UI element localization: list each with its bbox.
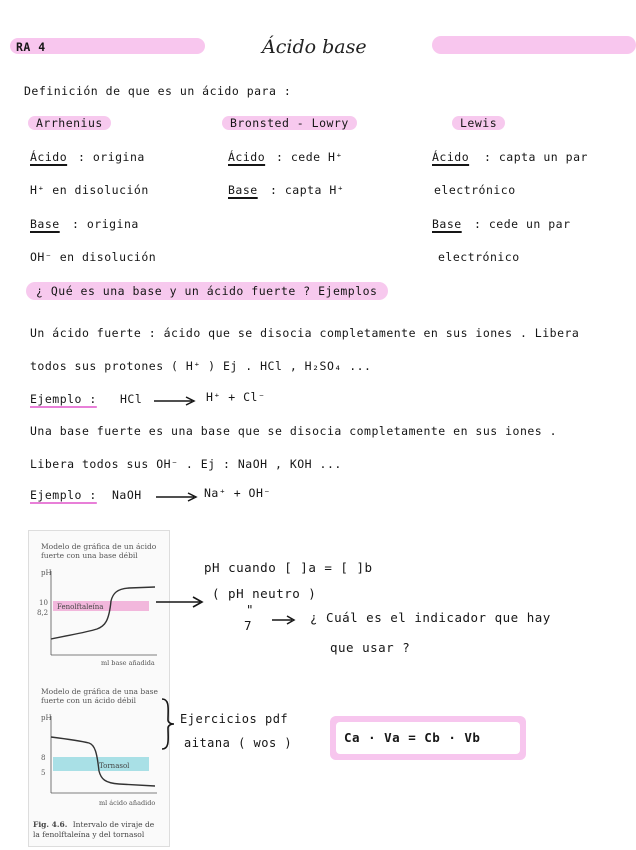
example-label-1: Ejemplo :	[30, 392, 97, 406]
figure-caption-1: Intervalo de viraje de	[72, 820, 155, 829]
ph-quote-mark: "	[246, 602, 255, 617]
example-label-2: Ejemplo :	[30, 488, 97, 502]
arrow-icon	[152, 394, 198, 408]
strong-base-line-2: Libera todos sus OH⁻ . Ej : NaOH , KOH ...	[30, 457, 342, 471]
figure-caption-2: la fenolftaleína y del tornasol	[33, 830, 145, 839]
bronsted-acid-label: Ácido	[228, 150, 266, 164]
figure-arrow-icon	[154, 594, 206, 610]
arrow-icon	[270, 614, 298, 626]
chart1-curve	[51, 587, 155, 639]
chart2-title-2: fuerte con un ácido débil	[41, 696, 137, 705]
svg-text:Fig. 4.6. Intervalo de v	[33, 820, 155, 829]
chart1-xlabel: ml base añadida	[101, 659, 155, 667]
definition-heading: Definición de que es un ácido para :	[24, 84, 292, 98]
lewis-acid-text: : capta un par	[484, 150, 588, 164]
exercises-note-2: aitana ( wos )	[184, 736, 293, 750]
chart2-band-label: Tornasol	[99, 762, 130, 770]
chart1-title-1: Modelo de gráfica de un ácido	[41, 542, 157, 551]
ph-seven: 7	[244, 618, 253, 633]
textbook-figure	[28, 530, 170, 847]
chart2-tick-5: 5	[41, 769, 46, 777]
chart2-xlabel: ml ácido añadido	[99, 799, 156, 807]
chart2-title-1: Modelo de gráfica de una base	[41, 687, 158, 696]
arrhenius-base-text: : origina	[72, 217, 139, 231]
ph-note-line-2: ( pH neutro )	[212, 586, 317, 601]
titration-charts	[29, 531, 169, 846]
chart2-tick-8: 8	[41, 754, 46, 762]
arrhenius-acid-label: Ácido	[30, 150, 68, 164]
example-2-products: Na⁺ + OH⁻	[204, 486, 271, 500]
bronsted-base-text: : capta H⁺	[270, 183, 345, 197]
arrhenius-acid-text-2: H⁺ en disolución	[30, 183, 149, 197]
chart2-ylabel: pH	[41, 714, 52, 722]
exercises-note-1: Ejercicios pdf	[180, 712, 289, 726]
chart1-tick-82: 8,2	[37, 609, 49, 617]
lewis-acid-label: Ácido	[432, 150, 470, 164]
lewis-base-label: Base	[432, 217, 462, 231]
curly-brace-icon	[156, 696, 178, 752]
arrhenius-base-text-2: OH⁻ en disolución	[30, 250, 157, 264]
example-1-products: H⁺ + Cl⁻	[206, 390, 266, 404]
bronsted-base-label: Base	[228, 183, 258, 197]
lewis-base-text-2: electrónico	[438, 250, 520, 264]
chart1-title-2: fuerte con una base débil	[41, 551, 138, 560]
unit-tag: RA 4	[16, 40, 46, 54]
formula-text: Ca · Va = Cb · Vb	[344, 730, 481, 745]
theory-lewis: Lewis	[452, 116, 505, 130]
theory-arrhenius: Arrhenius	[28, 116, 111, 130]
arrhenius-base-label: Base	[30, 217, 60, 231]
strong-base-line-1: Una base fuerte es una base que se disocia completamente en sus iones .	[30, 424, 558, 438]
theory-bronsted: Bronsted - Lowry	[222, 116, 357, 130]
strong-acid-line-2: todos sus protones ( H⁺ ) Ej . HCl , H₂SO₄ ...	[30, 359, 372, 373]
chart1-band-label: Fenolftaleína	[57, 603, 104, 611]
bronsted-acid-text: : cede H⁺	[276, 150, 343, 164]
indicator-question-1: ¿ Cuál es el indicador que hay	[310, 610, 551, 625]
arrhenius-acid-text: : origina	[78, 150, 145, 164]
example-2-reactant: NaOH	[112, 488, 142, 502]
question-heading: ¿ Qué es una base y un ácido fuerte ? Ejemplos	[26, 282, 388, 300]
chart1-ylabel: pH	[41, 569, 52, 577]
chart1-tick-10: 10	[39, 599, 48, 607]
arrow-icon	[154, 490, 200, 504]
example-1-reactant: HCl	[120, 392, 143, 406]
strong-acid-line-1: Un ácido fuerte : ácido que se disocia completamente en sus iones . Libera	[30, 326, 580, 340]
header-bar-right	[432, 36, 636, 54]
ph-note-line-1: pH cuando [ ]a = [ ]b	[204, 560, 373, 575]
figure-caption-bold: Fig. 4.6.	[33, 820, 68, 829]
lewis-base-text: : cede un par	[474, 217, 571, 231]
lewis-acid-text-2: electrónico	[434, 183, 516, 197]
indicator-question-2: que usar ?	[330, 640, 411, 655]
page-title: Ácido base	[262, 36, 367, 58]
